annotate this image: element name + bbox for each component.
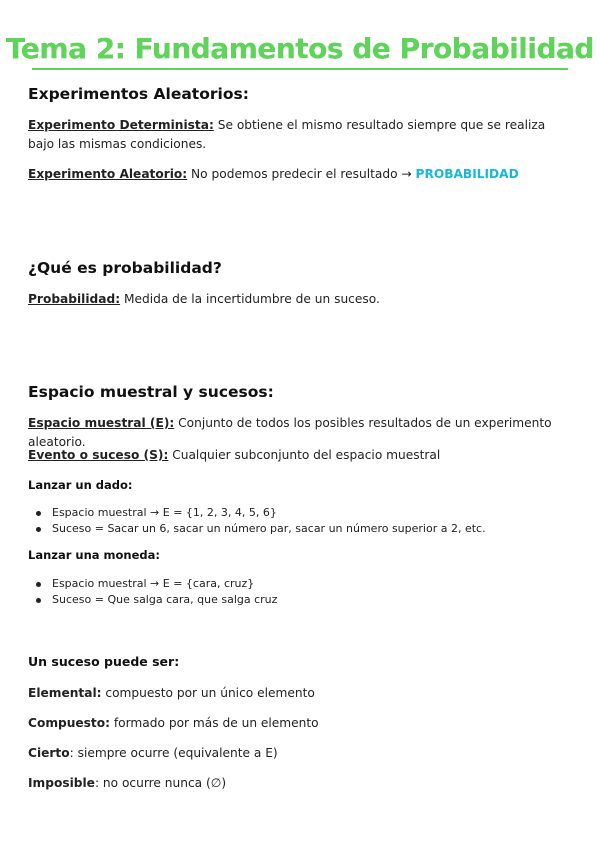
section-heading-experimentos: Experimentos Aleatorios: xyxy=(28,85,249,103)
example-list-moneda xyxy=(36,576,277,608)
term-cierto: Cierto xyxy=(28,746,70,760)
section-heading-tipos-suceso: Un suceso puede ser: xyxy=(28,654,180,669)
tipo-suceso-compuesto xyxy=(28,714,573,733)
tipo-suceso-imposible xyxy=(28,774,573,793)
section-heading-espacio-muestral: Espacio muestral y sucesos: xyxy=(28,383,274,401)
text-imposible: : no ocurre nunca (∅) xyxy=(94,776,227,790)
example-heading-dado: Lanzar un dado: xyxy=(28,478,133,492)
example-list-dado xyxy=(36,505,486,537)
definition-aleatorio xyxy=(28,165,573,184)
example-heading-moneda: Lanzar una moneda: xyxy=(28,548,161,562)
term-imposible: Imposible xyxy=(28,776,95,790)
text-aleatorio: No podemos predecir el resultado → xyxy=(187,167,416,181)
definition-determinista xyxy=(28,116,573,154)
list-item: Espacio muestral → E = {1, 2, 3, 4, 5, 6} xyxy=(36,505,486,521)
section-heading-probabilidad: ¿Qué es probabilidad? xyxy=(28,259,222,277)
tipo-suceso-elemental xyxy=(28,684,573,703)
definition-probabilidad xyxy=(28,290,573,309)
text-determinista: Se obtiene el mismo resultado siempre que se realiza bajo las mismas condiciones. xyxy=(28,118,546,151)
probabilidad-highlight: PROBABILIDAD xyxy=(415,167,519,181)
term-suceso: Evento o suceso (S): xyxy=(28,448,169,462)
list-item: Espacio muestral → E = {cara, cruz} xyxy=(36,576,277,592)
list-item: Suceso = Que salga cara, que salga cruz xyxy=(36,592,277,608)
list-item: Suceso = Sacar un 6, sacar un número par, sacar un número superior a 2, etc. xyxy=(36,521,486,537)
page-title: Tema 2: Fundamentos de Probabilidad xyxy=(6,32,594,65)
text-espacio-muestral: Conjunto de todos los posibles resultados de un experimento aleatorio. xyxy=(28,416,552,449)
tipo-suceso-cierto xyxy=(28,744,573,763)
text-suceso: Cualquier subconjunto del espacio muestral xyxy=(168,448,441,462)
text-elemental: compuesto por un único elemento xyxy=(101,686,315,700)
text-probabilidad: Medida de la incertidumbre de un suceso. xyxy=(120,292,380,306)
term-aleatorio: Experimento Aleatorio: xyxy=(28,167,188,181)
term-espacio-muestral: Espacio muestral (E): xyxy=(28,416,175,430)
text-cierto: : siempre ocurre (equivalente a E) xyxy=(69,746,278,760)
term-probabilidad: Probabilidad: xyxy=(28,292,121,306)
term-compuesto: Compuesto: xyxy=(28,716,111,730)
term-determinista: Experimento Determinista: xyxy=(28,118,214,132)
title-underline xyxy=(32,68,568,70)
term-elemental: Elemental: xyxy=(28,686,102,700)
definition-suceso xyxy=(28,446,573,465)
text-compuesto: formado por más de un elemento xyxy=(110,716,319,730)
